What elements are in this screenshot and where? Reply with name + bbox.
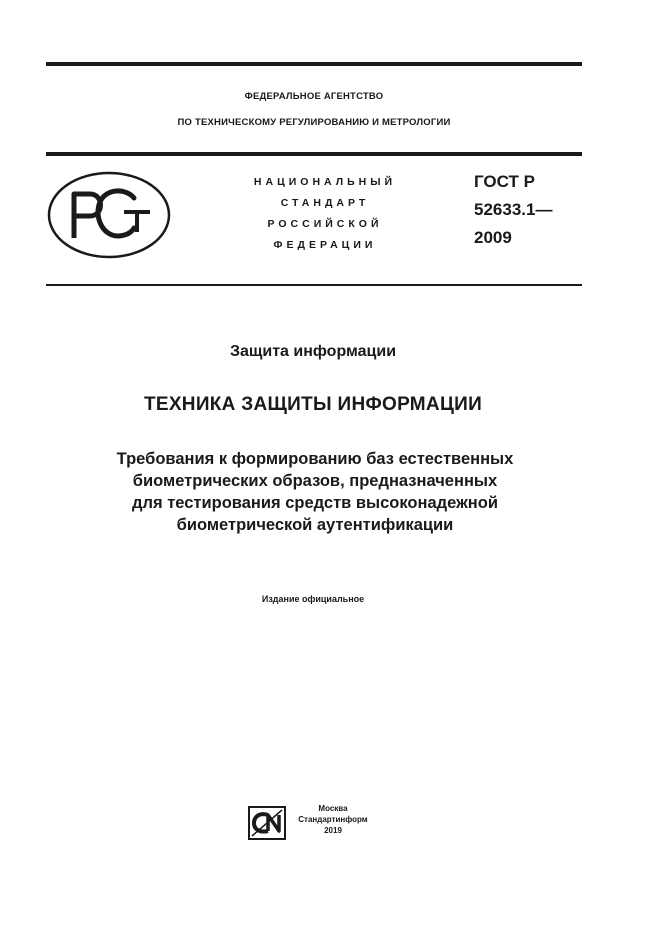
national-line-1: НАЦИОНАЛЬНЫЙ <box>253 176 397 188</box>
agency-name-line-1: ФЕДЕРАЛЬНОЕ АГЕНТСТВО <box>244 91 384 102</box>
subtitle-line-3: для тестирования средств высоконадежной <box>132 494 498 512</box>
national-standard-label <box>220 172 430 256</box>
publisher-info <box>292 803 374 836</box>
standartinform-logo <box>248 806 286 840</box>
gost-number <box>474 168 552 252</box>
publisher-city: Москва <box>318 804 348 813</box>
document-main-title: ТЕХНИКА ЗАЩИТЫ ИНФОРМАЦИИ <box>143 394 483 415</box>
middle-rule <box>46 152 582 156</box>
edition-label: Издание официальное <box>261 594 365 604</box>
publisher-name: Стандартинформ <box>298 815 368 824</box>
gost-line-3: 2009 <box>474 228 512 247</box>
national-line-2: СТАНДАРТ <box>280 197 370 209</box>
bottom-rule <box>46 284 582 286</box>
rst-logo <box>46 170 172 260</box>
subtitle-line-4: биометрической аутентификации <box>176 516 454 534</box>
subtitle-line-2: биометрических образов, предназначенных <box>132 472 498 490</box>
top-rule <box>46 62 582 66</box>
subtitle-line-1: Требования к формированию баз естественных <box>116 450 514 468</box>
publisher-year: 2019 <box>324 826 342 835</box>
document-subject: Защита информации <box>229 343 397 360</box>
agency-name-line-2: ПО ТЕХНИЧЕСКОМУ РЕГУЛИРОВАНИЮ И МЕТРОЛОГИИ <box>177 117 451 128</box>
gost-line-1: ГОСТ Р <box>474 172 535 191</box>
gost-line-2: 52633.1— <box>474 200 553 219</box>
national-line-4: ФЕДЕРАЦИИ <box>273 239 377 251</box>
national-line-3: РОССИЙСКОЙ <box>267 218 383 230</box>
document-subtitle <box>60 448 570 536</box>
